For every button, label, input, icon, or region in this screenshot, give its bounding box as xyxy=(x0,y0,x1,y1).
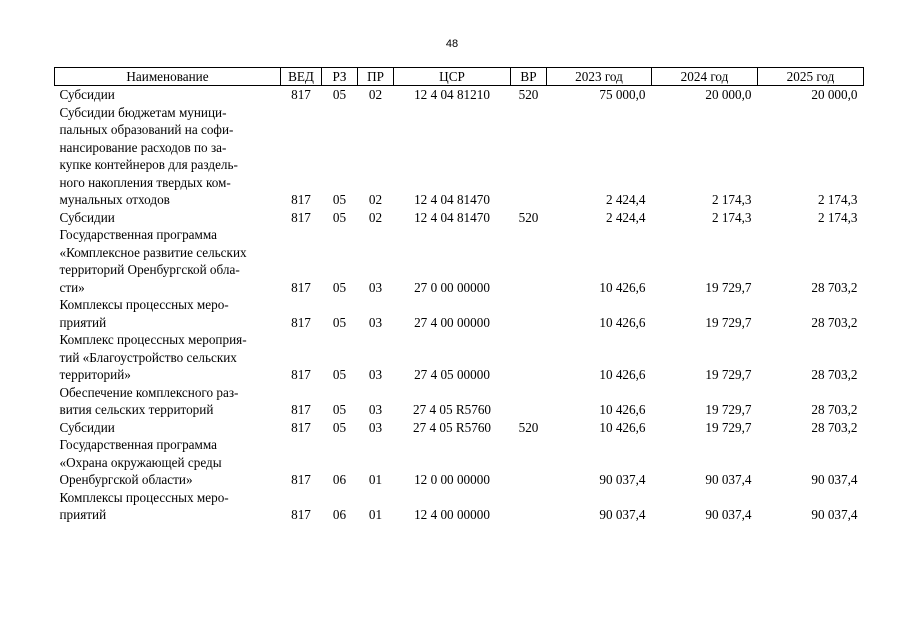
cell-name: Субсидии xyxy=(59,419,115,435)
cell-pr: 01 xyxy=(368,472,383,487)
cell-2024: 2 174,3 xyxy=(711,192,752,207)
cell-ved: 817 xyxy=(291,314,311,330)
cell-csr: 12 4 04 81470 xyxy=(414,209,490,225)
cell-rz: 06 xyxy=(332,472,347,487)
cell-pr: 02 xyxy=(368,209,383,225)
cell-ved: 817 xyxy=(291,367,311,382)
table-row xyxy=(55,86,864,104)
header-csr: ЦСР xyxy=(394,68,511,86)
cell-vr: 520 xyxy=(518,209,539,225)
header-2023: 2023 год xyxy=(547,68,652,86)
cell-csr: 27 4 05 00000 xyxy=(414,367,490,382)
cell-2023: 10 426,6 xyxy=(599,367,646,382)
cell-ved: 817 xyxy=(291,209,311,225)
cell-pr: 03 xyxy=(368,314,383,330)
cell-ved: 817 xyxy=(291,402,311,417)
cell-2025: 28 703,2 xyxy=(811,419,858,435)
cell-2023: 10 426,6 xyxy=(599,314,646,330)
table-row xyxy=(55,419,864,437)
cell-2025: 28 703,2 xyxy=(811,402,858,417)
cell-2023: 2 424,4 xyxy=(605,209,646,225)
cell-pr: 01 xyxy=(368,507,383,522)
table-row xyxy=(55,489,864,524)
cell-vr xyxy=(511,489,547,524)
header-2025: 2025 год xyxy=(758,68,864,86)
table-row xyxy=(55,104,864,209)
table-row xyxy=(55,296,864,331)
cell-2023: 75 000,0 xyxy=(599,87,646,102)
table-row xyxy=(55,436,864,489)
table-body xyxy=(55,86,864,524)
cell-vr xyxy=(511,384,547,419)
cell-2024: 90 037,4 xyxy=(705,507,752,522)
cell-rz: 05 xyxy=(332,314,347,330)
cell-2023: 10 426,6 xyxy=(599,419,646,435)
cell-name: Обеспечение комплексного раз- вития сельских территорий xyxy=(59,384,239,417)
cell-vr: 520 xyxy=(518,419,539,435)
cell-2025: 90 037,4 xyxy=(811,507,858,522)
header-pr: ПР xyxy=(358,68,394,86)
cell-ved: 817 xyxy=(291,87,311,102)
cell-rz: 05 xyxy=(332,402,347,417)
cell-2025: 28 703,2 xyxy=(811,314,858,330)
cell-2025: 20 000,0 xyxy=(811,87,858,102)
cell-rz: 05 xyxy=(332,367,347,382)
cell-csr: 27 4 05 R5760 xyxy=(412,419,492,435)
cell-csr: 12 4 04 81210 xyxy=(414,87,490,102)
table-row xyxy=(55,209,864,227)
cell-2024: 19 729,7 xyxy=(705,279,752,295)
cell-rz: 05 xyxy=(332,87,347,102)
cell-2024: 19 729,7 xyxy=(705,419,752,435)
cell-ved: 817 xyxy=(291,507,311,522)
cell-rz: 05 xyxy=(332,279,347,295)
table-row xyxy=(55,384,864,419)
cell-ved: 817 xyxy=(291,419,311,435)
cell-rz: 05 xyxy=(332,192,347,207)
cell-name: Субсидии xyxy=(59,209,115,225)
cell-2023: 90 037,4 xyxy=(599,472,646,487)
cell-2024: 19 729,7 xyxy=(705,367,752,382)
cell-name: Комплексы процессных меро- приятий xyxy=(59,297,229,330)
cell-2024: 19 729,7 xyxy=(705,314,752,330)
cell-2023: 10 426,6 xyxy=(599,402,646,417)
cell-2025: 90 037,4 xyxy=(811,472,858,487)
cell-name: Субсидии xyxy=(59,87,115,102)
cell-2023: 2 424,4 xyxy=(605,192,646,207)
cell-2025: 28 703,2 xyxy=(811,279,858,295)
header-2024: 2024 год xyxy=(652,68,758,86)
cell-ved: 817 xyxy=(291,472,311,487)
table-row xyxy=(55,226,864,296)
cell-vr xyxy=(511,226,547,296)
cell-2024: 90 037,4 xyxy=(705,472,752,487)
header-vr: ВР xyxy=(511,68,547,86)
cell-vr xyxy=(511,331,547,384)
page-number: 48 xyxy=(445,38,459,50)
cell-vr xyxy=(511,436,547,489)
cell-name: Государственная программа «Охрана окружающей среды Оренбургской области» xyxy=(59,437,222,487)
cell-pr: 03 xyxy=(368,279,383,295)
cell-name: Комплексы процессных меро- приятий xyxy=(59,489,229,522)
cell-pr: 02 xyxy=(368,87,383,102)
cell-csr: 12 4 00 00000 xyxy=(414,507,490,522)
cell-name: Комплекс процессных мероприя- тий «Благоустройство сельских территорий» xyxy=(59,332,247,382)
cell-2024: 19 729,7 xyxy=(705,402,752,417)
cell-csr: 12 4 04 81470 xyxy=(414,192,490,207)
cell-2024: 20 000,0 xyxy=(705,87,752,102)
cell-name: Государственная программа «Комплексное развитие сельских территорий Оренбургской обла- сти» xyxy=(59,227,247,295)
header-name: Наименование xyxy=(55,68,281,86)
header-ved: ВЕД xyxy=(281,68,322,86)
cell-csr: 27 4 05 R5760 xyxy=(412,402,492,417)
cell-2025: 28 703,2 xyxy=(811,367,858,382)
cell-csr: 12 0 00 00000 xyxy=(414,472,490,487)
cell-2025: 2 174,3 xyxy=(817,192,858,207)
cell-pr: 03 xyxy=(368,367,383,382)
cell-pr: 02 xyxy=(368,192,383,207)
cell-vr xyxy=(511,104,547,209)
cell-csr: 27 0 00 00000 xyxy=(414,279,490,295)
budget-table xyxy=(54,67,864,524)
cell-ved: 817 xyxy=(291,279,311,295)
cell-rz: 06 xyxy=(332,507,347,522)
cell-ved: 817 xyxy=(291,192,311,207)
cell-vr xyxy=(511,296,547,331)
header-row xyxy=(55,68,864,86)
cell-name: Субсидии бюджетам муници- пальных образований на софи- нансирование расходов по за- купке контейнеров для раздель- ного накопления твердых ком- мунальных отходов xyxy=(59,104,238,207)
cell-pr: 03 xyxy=(368,402,383,417)
cell-vr: 520 xyxy=(518,87,539,102)
cell-pr: 03 xyxy=(368,419,383,435)
cell-rz: 05 xyxy=(332,209,347,225)
cell-2023: 90 037,4 xyxy=(599,507,646,522)
cell-2024: 2 174,3 xyxy=(711,209,752,225)
cell-csr: 27 4 00 00000 xyxy=(414,314,490,330)
table-row xyxy=(55,331,864,384)
cell-rz: 05 xyxy=(332,419,347,435)
header-rz: РЗ xyxy=(322,68,358,86)
cell-2023: 10 426,6 xyxy=(599,279,646,295)
cell-2025: 2 174,3 xyxy=(817,209,858,225)
table-header xyxy=(55,68,864,86)
